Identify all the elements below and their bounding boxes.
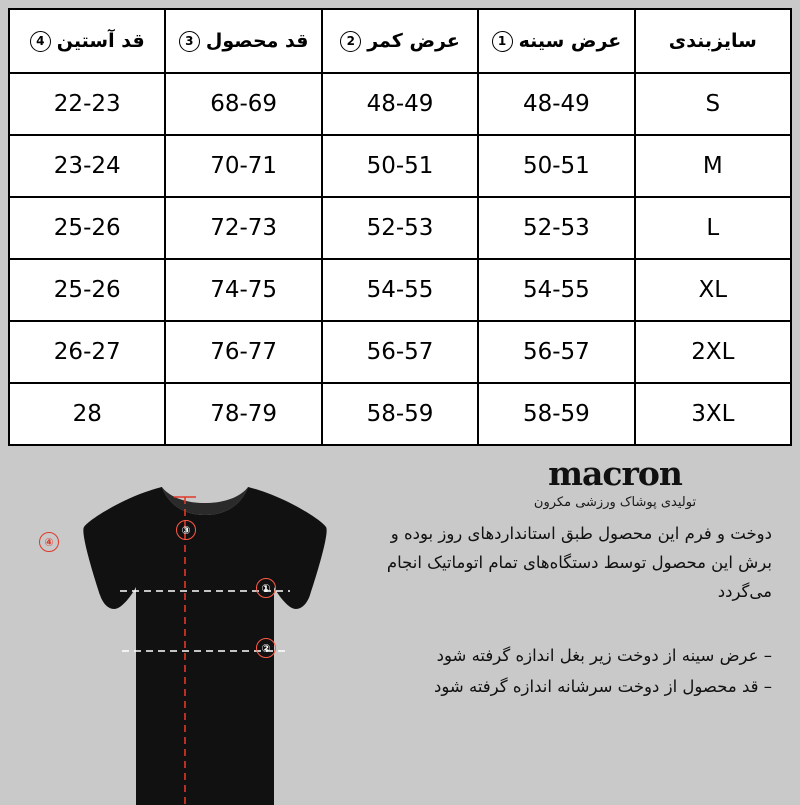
cell-chest: 50-51 xyxy=(478,135,634,197)
cell-waist: 54-55 xyxy=(322,259,478,321)
marker-waist: ② xyxy=(256,638,276,658)
cell-length: 76-77 xyxy=(165,321,321,383)
table-row xyxy=(9,321,791,383)
column-header-size-label: سایزبندی xyxy=(668,30,757,52)
size-table-container xyxy=(8,8,792,446)
table-row xyxy=(9,259,791,321)
cell-waist: 58-59 xyxy=(322,383,478,445)
cell-length: 72-73 xyxy=(165,197,321,259)
cell-waist: 48-49 xyxy=(322,73,478,135)
cell-size: L xyxy=(635,197,791,259)
column-header-length xyxy=(165,9,321,73)
cell-length: 74-75 xyxy=(165,259,321,321)
column-header-size xyxy=(635,9,791,73)
cell-sleeve: 22-23 xyxy=(9,73,165,135)
shirt-body-shape xyxy=(83,487,326,805)
cell-size: S xyxy=(635,73,791,135)
brand-logo: macron xyxy=(548,454,682,493)
tshirt-illustration-icon xyxy=(70,475,340,805)
cell-sleeve: 25-26 xyxy=(9,197,165,259)
marker-number-four-icon: 4 xyxy=(30,31,51,52)
marker-number-one-icon: 1 xyxy=(492,31,513,52)
cell-chest: 58-59 xyxy=(478,383,634,445)
lower-section xyxy=(0,455,800,800)
marker-number-three-icon: 3 xyxy=(179,31,200,52)
note-chest: – عرض سینه از دوخت زیر بغل اندازه گرفته شود xyxy=(436,646,772,665)
product-description: دوخت و فرم این محصول طبق استانداردهای روز بوده و برش این محصول توسط دستگاه‌های تمام اتوماتیک انجام می‌گردد xyxy=(386,524,772,601)
table-row xyxy=(9,197,791,259)
column-header-chest-label: عرض سینه xyxy=(518,30,622,52)
cell-waist: 50-51 xyxy=(322,135,478,197)
cell-length: 78-79 xyxy=(165,383,321,445)
marker-chest: ① xyxy=(256,578,276,598)
cell-waist: 52-53 xyxy=(322,197,478,259)
cell-size: M xyxy=(635,135,791,197)
table-header-row xyxy=(9,9,791,73)
column-header-chest xyxy=(478,9,634,73)
brand-subtitle: تولیدی پوشاک ورزشی مکرون xyxy=(533,495,697,510)
note-length: – قد محصول از دوخت سرشانه اندازه گرفته شود xyxy=(434,677,772,697)
tshirt-diagram xyxy=(30,465,360,800)
marker-number-two-icon: 2 xyxy=(340,31,361,52)
cell-sleeve: 23-24 xyxy=(9,135,165,197)
column-header-waist xyxy=(322,9,478,73)
cell-length: 68-69 xyxy=(165,73,321,135)
marker-length: ③ xyxy=(176,520,196,540)
marker-sleeve: ④ xyxy=(39,532,59,552)
cell-chest: 54-55 xyxy=(478,259,634,321)
cell-size: 2XL xyxy=(635,321,791,383)
cell-waist: 56-57 xyxy=(322,321,478,383)
brand-block xyxy=(455,454,775,510)
table-row xyxy=(9,383,791,445)
cell-chest: 52-53 xyxy=(478,197,634,259)
measurement-notes xyxy=(357,640,772,703)
size-table-head xyxy=(9,9,791,73)
cell-sleeve: 26-27 xyxy=(9,321,165,383)
cell-size: XL xyxy=(635,259,791,321)
column-header-length-label: قد محصول xyxy=(205,30,309,52)
cell-sleeve: 28 xyxy=(9,383,165,445)
cell-chest: 56-57 xyxy=(478,321,634,383)
column-header-sleeve-label: قد آستین xyxy=(56,30,145,52)
column-header-waist-label: عرض کمر xyxy=(367,30,460,52)
cell-length: 70-71 xyxy=(165,135,321,197)
size-table-body xyxy=(9,73,791,445)
size-table xyxy=(8,8,792,446)
table-row xyxy=(9,135,791,197)
column-header-sleeve xyxy=(9,9,165,73)
cell-sleeve: 25-26 xyxy=(9,259,165,321)
table-row xyxy=(9,73,791,135)
cell-size: 3XL xyxy=(635,383,791,445)
cell-chest: 48-49 xyxy=(478,73,634,135)
